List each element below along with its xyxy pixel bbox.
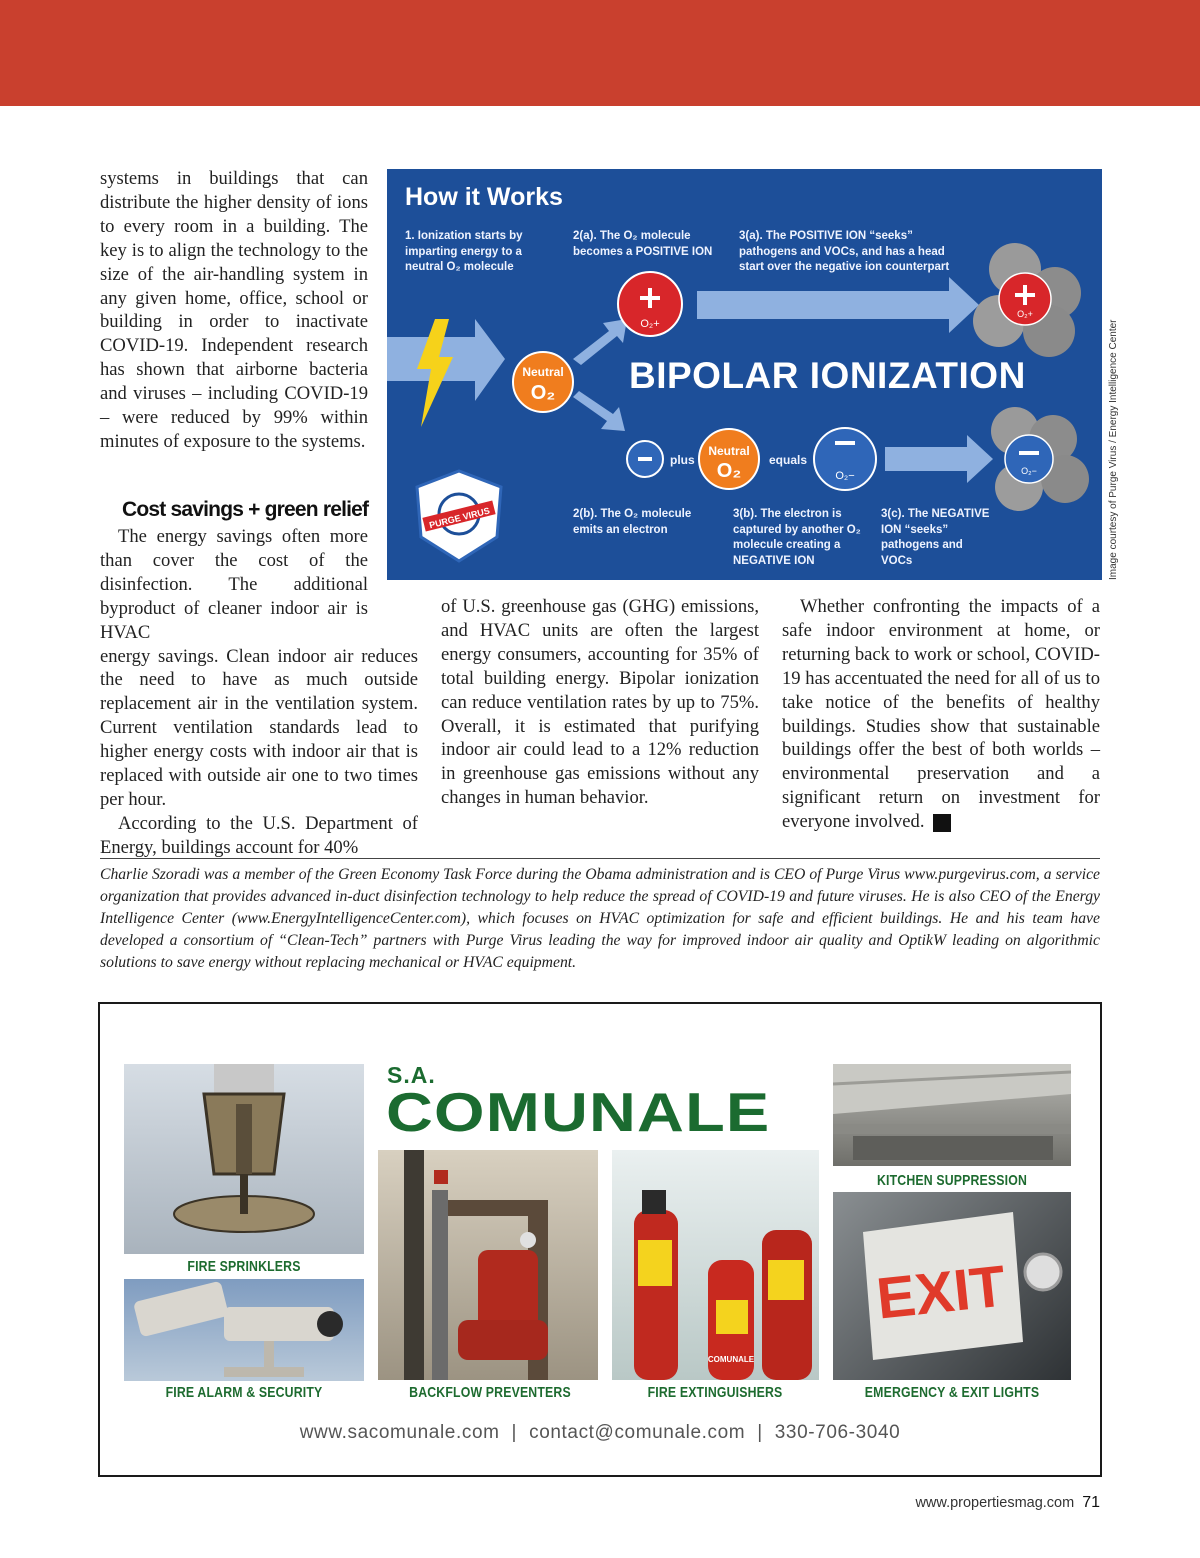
bio-divider bbox=[100, 858, 1100, 859]
positive-sign-v bbox=[648, 288, 652, 308]
article-column-b bbox=[441, 595, 759, 810]
bipolar-ionization-infographic bbox=[387, 169, 1102, 580]
savings-paragraph-start: The energy savings often more than cover the cost of the disinfection. The additional byproduct of cleaner indoor air is HVAC bbox=[100, 526, 368, 643]
contact-line bbox=[100, 1422, 1100, 1444]
backflow-preventer-photo bbox=[378, 1150, 598, 1380]
step-3a-text: 3(a). The POSITIVE ION “seeks” pathogens and VOCs, and has a head start over the negative ion counterpart bbox=[739, 230, 950, 274]
intro-paragraph: systems in buildings that can distribute the higher density of ions to every room in a building. The key is to align the technology to the size of the air-handling system in any given home, office, school or building in order to inactivate COVID-19. Independent research has shown that airborne bacteria and viruses – including COVID-19 – were reduced by 99% within minutes of exposure to the systems. bbox=[100, 168, 368, 452]
negative-ion-attached-sub: O₂− bbox=[1021, 466, 1037, 476]
extinguisher-icon bbox=[612, 1150, 819, 1380]
minus-sign bbox=[835, 441, 855, 445]
article-column-a-intro bbox=[100, 167, 368, 454]
caption-fire-extinguishers: FIRE EXTINGUISHERS bbox=[647, 1384, 783, 1401]
positive-path-arrow bbox=[697, 277, 979, 333]
infographic-title: How it Works bbox=[405, 183, 563, 211]
purge-virus-badge-text: PURGE VIRUS bbox=[428, 505, 491, 531]
author-bio: Charlie Szoradi was a member of the Green Economy Task Force during the Obama administration and is CEO of Purge Virus www.purgevirus.com, a service organization that provides advanced in-duct disinfection technology to help reduce the spread of COVID-19 and future viruses. He is also CEO of the Energy Intelligence Center (www.EnergyIntelligenceCenter.com), which focuses on HVAC optimization for safe and efficient buildings. He and his team have developed a consortium of “Clean-Tech” partners with Purge Virus leading the way for improved indoor air quality and OptikW leading on algorithmic solutions to save energy without replacing mechanical or HVAC equipment. bbox=[100, 866, 1100, 972]
separator: | bbox=[757, 1422, 763, 1443]
step-2a-text: 2(a). The O₂ molecule becomes a POSITIVE ION bbox=[573, 230, 713, 258]
o2-label-b: O₂ bbox=[716, 460, 742, 482]
exit-sign-text: EXIT bbox=[873, 1253, 1009, 1332]
up-arrow bbox=[573, 319, 627, 365]
positive-sign-v bbox=[1023, 285, 1027, 305]
conclusion-paragraph bbox=[782, 595, 1100, 834]
email-link[interactable]: contact@comunale.com bbox=[529, 1422, 746, 1443]
down-arrow bbox=[573, 391, 625, 431]
caption-emergency-exit-lights: EMERGENCY & EXIT LIGHTS bbox=[864, 1384, 1040, 1401]
step-2b-text: 2(b). The O₂ molecule emits an electron bbox=[573, 508, 692, 536]
equals-word: equals bbox=[769, 453, 808, 467]
end-mark: P bbox=[933, 814, 951, 832]
minus-sign bbox=[638, 457, 652, 461]
page-number: 71 bbox=[1082, 1494, 1100, 1511]
comunale-logo: COMUNALE bbox=[386, 1081, 771, 1143]
kitchen-suppression-photo bbox=[833, 1064, 1071, 1166]
exit-sign-icon bbox=[833, 1192, 1071, 1380]
caption-fire-alarm-security: FIRE ALARM & SECURITY bbox=[165, 1384, 323, 1401]
separator: | bbox=[511, 1422, 518, 1443]
caption-backflow-preventers: BACKFLOW PREVENTERS bbox=[409, 1384, 571, 1401]
plus-word: plus bbox=[670, 453, 695, 467]
security-camera-photo bbox=[124, 1279, 364, 1381]
top-color-bar bbox=[0, 0, 1200, 106]
image-credit: Image courtesy of Purge Virus / Energy Intelligence Center bbox=[1108, 319, 1119, 580]
minus-sign bbox=[1019, 451, 1039, 455]
camera-icon bbox=[124, 1279, 364, 1381]
sprinkler-icon bbox=[124, 1064, 364, 1254]
website-link[interactable]: www.sacomunale.com bbox=[299, 1422, 500, 1443]
conclusion-text: Whether confronting the impacts of a safe indoor environment at home, or returning back to work or school, COVID-19 has accentuated the need for all of us to take notice of the benefits of healthy buildings. Studies show that sustainable buildings offer the best of both worlds – environmental preservation and a significant return on investment for everyone involved. bbox=[782, 596, 1100, 833]
o2-label: O₂ bbox=[530, 382, 556, 404]
article-column-c bbox=[782, 595, 1100, 834]
positive-ion-sub: O₂+ bbox=[640, 318, 660, 330]
article-column-a bbox=[100, 498, 418, 860]
comunale-logo-sa: S.A. bbox=[387, 1062, 436, 1088]
neutral-label-b: Neutral bbox=[708, 444, 750, 458]
step-1-text: 1. Ionization starts by imparting energy to a neutral O₂ molecule bbox=[405, 230, 523, 274]
pipe-valve-icon bbox=[378, 1150, 598, 1380]
step-3b-text: 3(b). The electron is captured by another O₂ molecule creating a NEGATIVE ION bbox=[733, 508, 861, 567]
fire-extinguisher-photo bbox=[612, 1150, 819, 1380]
kitchen-hood-icon bbox=[833, 1064, 1071, 1166]
negative-path-arrow bbox=[885, 435, 993, 483]
fire-sprinkler-photo bbox=[124, 1064, 364, 1254]
negative-ion-sub: O₂− bbox=[835, 470, 855, 482]
bipolar-ionization-heading: BIPOLAR IONIZATION bbox=[629, 355, 1026, 396]
step-3c-text: 3(c). The NEGATIVE ION “seeks” pathogens and VOCs bbox=[881, 508, 990, 567]
caption-fire-sprinklers: FIRE SPRINKLERS bbox=[187, 1258, 301, 1275]
positive-ion-attached-sub: O₂+ bbox=[1017, 309, 1033, 319]
ghg-paragraph: of U.S. greenhouse gas (GHG) emissions, and HVAC units are often the largest energy consumers, accounting for 35% of total building energy. Bipolar ionization can reduce ventilation rates by up to 75%. Overall, it is estimated that purifying indoor air could lead to a 12% reduction in greenhouse gas emissions without any changes in human behavior. bbox=[441, 596, 759, 809]
neutral-label: Neutral bbox=[522, 365, 564, 379]
footer-website[interactable]: www.propertiesmag.com bbox=[915, 1495, 1075, 1511]
section-subhead: Cost savings + green relief bbox=[122, 498, 369, 521]
caption-kitchen-suppression: KITCHEN SUPPRESSION bbox=[876, 1172, 1028, 1189]
department-energy-paragraph: According to the U.S. Department of Energy, buildings account for 40% bbox=[100, 812, 418, 858]
comunale-advertisement[interactable] bbox=[98, 1002, 1102, 1477]
extinguisher-label: COMUNALE bbox=[707, 1355, 755, 1364]
exit-sign-photo bbox=[833, 1192, 1071, 1380]
page-footer bbox=[915, 1494, 1100, 1512]
phone-number[interactable]: 330-706-3040 bbox=[774, 1422, 901, 1443]
savings-paragraph-end: energy savings. Clean indoor air reduces the need to have as much outside replacement air in the ventilation system. Current ventilation standards lead to higher energy costs with indoor air that is replaced with outside air one to two times per hour. bbox=[100, 645, 418, 810]
